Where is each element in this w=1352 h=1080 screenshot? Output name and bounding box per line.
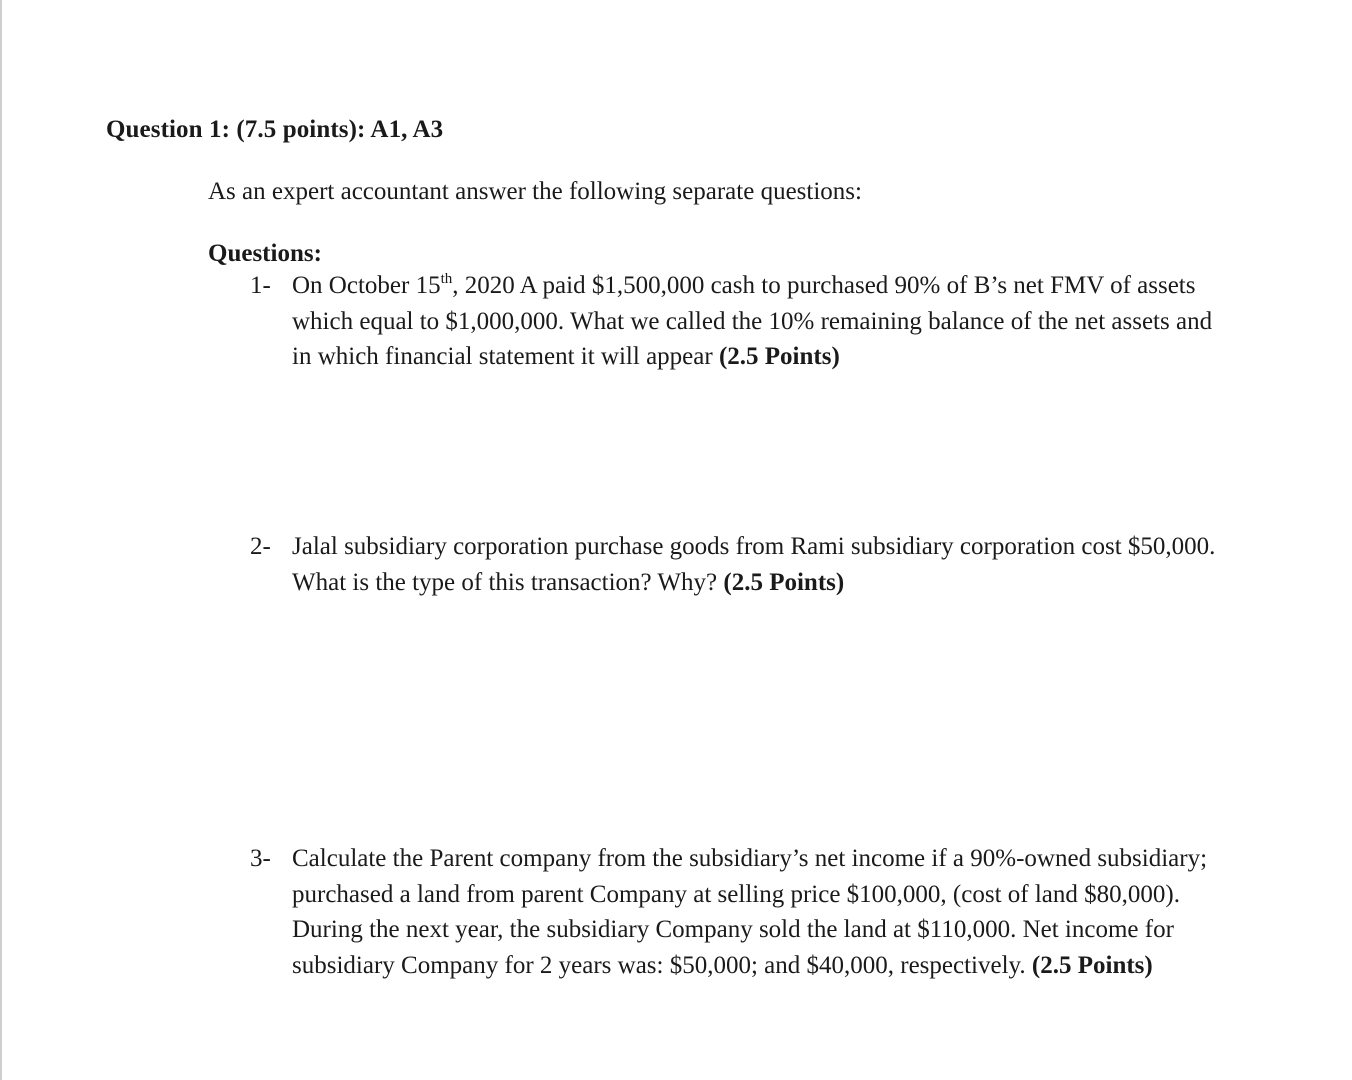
question-text bbox=[292, 268, 1230, 375]
question-text bbox=[292, 529, 1230, 600]
question-text-part: Jalal subsidiary corporation purchase goods from Rami subsidiary corporation cost $50,000. What is the type of this transaction? Why? bbox=[292, 533, 1216, 596]
question-item-1 bbox=[250, 268, 1230, 375]
question-number: 3- bbox=[250, 845, 271, 872]
question-number: 1- bbox=[250, 272, 271, 299]
question-item-2 bbox=[250, 529, 1230, 600]
question-number: 2- bbox=[250, 533, 271, 560]
points-label: (2.5 Points) bbox=[718, 343, 840, 370]
questions-heading: Questions: bbox=[208, 240, 322, 267]
page-left-border bbox=[0, 0, 2, 1080]
points-label: (2.5 Points) bbox=[723, 568, 845, 596]
question-text-part: , 2020 A paid $1,500,000 cash to purchased 90% of B’s net FMV of assets which equal to $1,000,000. What we called the 10% remaining balance of the net assets and in which financial statement it will appear bbox=[292, 272, 1213, 370]
points-label: (2.5 Points) bbox=[1031, 951, 1153, 979]
question-text-part: On October 15 bbox=[292, 272, 441, 299]
question-text bbox=[292, 841, 1230, 983]
question-item-3 bbox=[250, 841, 1230, 983]
intro-text: As an expert accountant answer the following separate questions: bbox=[208, 178, 862, 205]
question-title: Question 1: (7.5 points): A1, A3 bbox=[106, 116, 444, 143]
question-text-part: Calculate the Parent company from the subsidiary’s net income if a 90%-owned subsidiary; purchased a land from parent Company at selling price $100,000, (cost of land $80,000). During the next year, the subsidiary Company sold the land at $110,000. Net income for subsidiary Company for 2 years was: $50,000; and $40,000, respectively. bbox=[292, 845, 1208, 979]
ordinal-superscript: th bbox=[440, 271, 453, 287]
